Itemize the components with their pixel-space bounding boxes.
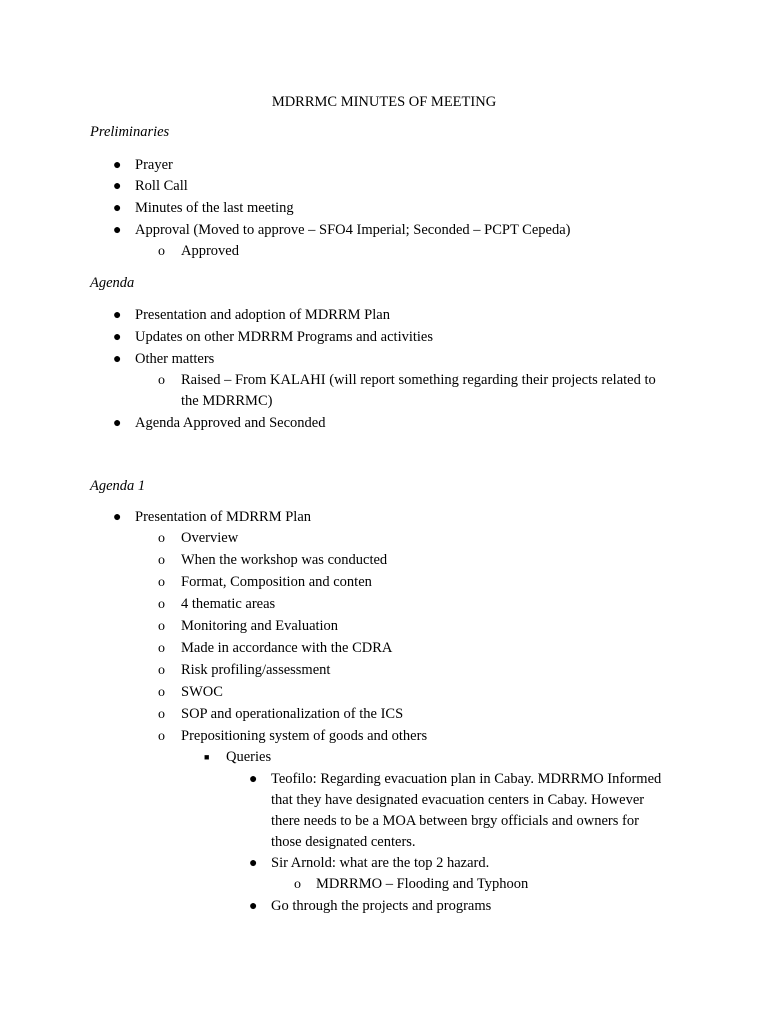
list-item: Prayer	[135, 157, 173, 173]
sub-list-item: Prepositioning system of goods and others	[181, 728, 428, 744]
queries-label: Queries	[226, 749, 272, 765]
circle-bullet-icon: o	[158, 373, 165, 388]
circle-bullet-icon: o	[294, 877, 301, 892]
circle-bullet-icon: o	[158, 597, 165, 612]
list-item: Roll Call	[135, 178, 188, 194]
bullet-icon: ●	[113, 158, 122, 173]
bullet-icon: ●	[113, 352, 122, 367]
bullet-icon: ●	[113, 416, 122, 431]
square-bullet-icon: ■	[204, 752, 210, 762]
sub-list-item-continuation: the MDRRMC)	[181, 393, 273, 409]
query-answer: MDRRMO – Flooding and Typhoon	[316, 876, 529, 892]
circle-bullet-icon: o	[158, 663, 165, 678]
circle-bullet-icon: o	[158, 729, 165, 744]
query-item: Sir Arnold: what are the top 2 hazard.	[271, 855, 490, 871]
query-item-line: that they have designated evacuation centers in Cabay. However	[271, 792, 645, 808]
query-item-line: Teofilo: Regarding evacuation plan in Cabay. MDRRMO Informed	[271, 771, 662, 787]
document-title: MDRRMC MINUTES OF MEETING	[271, 94, 497, 110]
sub-list-item: Approved	[181, 243, 239, 259]
bullet-icon: ●	[249, 856, 258, 871]
circle-bullet-icon: o	[158, 553, 165, 568]
list-item: Presentation of MDRRM Plan	[135, 509, 312, 525]
bullet-icon: ●	[113, 330, 122, 345]
sub-list-item: SWOC	[181, 684, 223, 700]
sub-list-item: Overview	[181, 530, 239, 546]
bullet-icon: ●	[113, 223, 122, 238]
circle-bullet-icon: o	[158, 575, 165, 590]
circle-bullet-icon: o	[158, 707, 165, 722]
circle-bullet-icon: o	[158, 619, 165, 634]
query-item-line: there needs to be a MOA between brgy officials and owners for	[271, 813, 639, 829]
bullet-icon: ●	[113, 308, 122, 323]
circle-bullet-icon: o	[158, 685, 165, 700]
bullet-icon: ●	[249, 772, 258, 787]
list-item: Presentation and adoption of MDRRM Plan	[135, 307, 390, 323]
list-item: Agenda Approved and Seconded	[135, 415, 326, 431]
bullet-icon: ●	[113, 201, 122, 216]
circle-bullet-icon: o	[158, 531, 165, 546]
bullet-icon: ●	[113, 179, 122, 194]
bullet-icon: ●	[113, 510, 122, 525]
circle-bullet-icon: o	[158, 641, 165, 656]
sub-list-item: When the workshop was conducted	[181, 552, 388, 568]
bullet-icon: ●	[249, 899, 258, 914]
section-heading-agenda-1: Agenda 1	[90, 478, 146, 494]
sub-list-item: 4 thematic areas	[181, 596, 276, 612]
section-heading-agenda: Agenda	[90, 275, 135, 291]
query-item: Go through the projects and programs	[271, 898, 492, 914]
sub-list-item: Monitoring and Evaluation	[181, 618, 339, 634]
list-item: Minutes of the last meeting	[135, 200, 294, 216]
list-item: Updates on other MDRRM Programs and activities	[135, 329, 434, 345]
sub-list-item: SOP and operationalization of the ICS	[181, 706, 404, 722]
section-heading-preliminaries: Preliminaries	[90, 124, 170, 140]
circle-bullet-icon: o	[158, 244, 165, 259]
list-item: Approval (Moved to approve – SFO4 Imperial; Seconded – PCPT Cepeda)	[135, 222, 571, 238]
sub-list-item: Risk profiling/assessment	[181, 662, 331, 678]
list-item: Other matters	[135, 351, 215, 367]
sub-list-item: Made in accordance with the CDRA	[181, 640, 393, 656]
query-item-line: those designated centers.	[271, 834, 416, 850]
sub-list-item: Raised – From KALAHI (will report something regarding their projects related to	[181, 372, 656, 388]
sub-list-item: Format, Composition and conten	[181, 574, 372, 590]
